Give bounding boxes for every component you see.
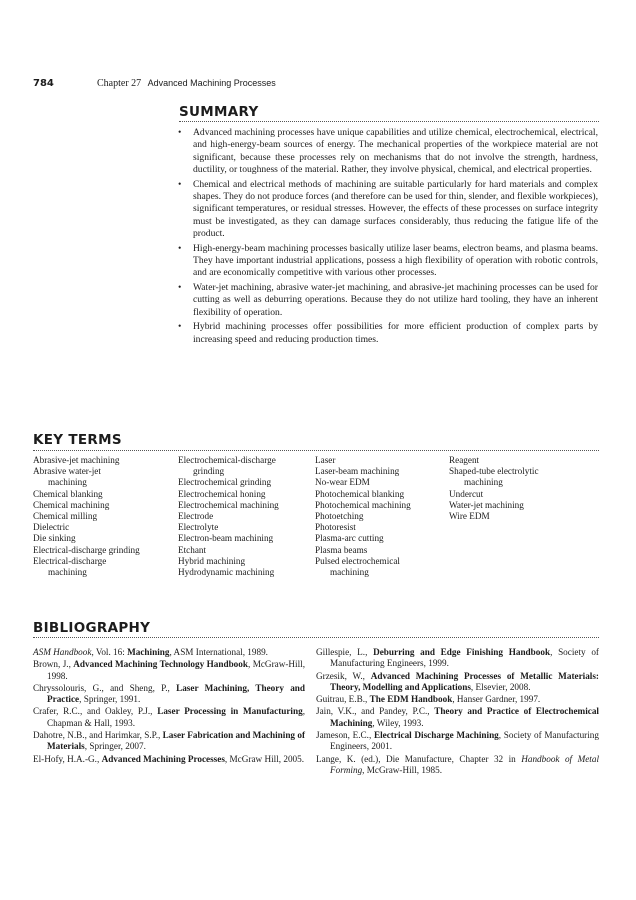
summary-item — [178, 321, 598, 346]
summary-heading: SUMMARY — [179, 104, 259, 120]
entry-text: Brown, J., — [33, 659, 74, 670]
key-term: Electrolyte — [178, 522, 219, 533]
entry-title: Machining — [127, 647, 170, 657]
entry-title: Electrical Discharge Machining — [373, 730, 499, 741]
key-term: Wire EDM — [449, 511, 490, 522]
chapter-title: Advanced Machining Processes — [147, 78, 276, 88]
summary-item — [178, 282, 598, 319]
bullet-icon: • — [178, 321, 182, 333]
key-term: machining — [48, 477, 87, 488]
key-term: Abrasive-jet machining — [33, 455, 120, 465]
entry-title: Advanced Machining Processes — [101, 753, 225, 764]
entry-title: Advanced Machining Processes of Metallic Materials: Theory, Modelling and Applications — [330, 670, 599, 692]
entry-text: , ASM International, 1989. — [169, 647, 268, 657]
bullet-icon: • — [178, 178, 182, 190]
summary-item — [178, 243, 598, 280]
bullet-icon: • — [178, 242, 182, 254]
key-term: Etchant — [178, 544, 207, 555]
entry-text: , Springer, 1991. — [79, 694, 141, 705]
chapter-label — [97, 78, 276, 89]
entry-title: Theory and Practice of Electrochemical Machining — [330, 706, 599, 728]
key-term: machining — [330, 567, 369, 578]
key-term: Plasma beams — [315, 544, 368, 555]
key-terms-divider — [33, 450, 599, 451]
entry-text: , Society of Manufacturing Engineers, 1999. — [330, 647, 599, 669]
key-term: Photochemical machining — [315, 499, 411, 510]
entry-text: El-Hofy, H.A.-G., — [33, 753, 102, 764]
key-terms-column-1 — [33, 455, 140, 578]
entry-text: Gillespie, L., — [316, 647, 374, 657]
bullet-icon: • — [178, 281, 182, 293]
key-term: Chemical machining — [33, 499, 110, 510]
summary-item-text: Advanced machining processes have unique capabilities and utilize chemical, electrochemical, electrical, and high-energy-beam sources of energy. The mechanical properties of the workpiece material are not significant, because these processes rely on mechanisms that do not involve the strength, hardness, ductility, or toughness of the material. Rather, they involve physical, chemical, and electrical properties. — [193, 127, 598, 176]
entry-title: Laser Processing in Manufacturing — [157, 706, 303, 717]
key-term: Laser-beam machining — [315, 466, 400, 477]
key-term: Electron-beam machining — [178, 533, 274, 544]
summary-item — [178, 127, 598, 177]
entry-text: Grzesik, W., — [316, 670, 371, 681]
entry-title: Laser Machining, Theory and Practice — [47, 682, 306, 705]
key-term: Water-jet machining — [449, 499, 524, 510]
entry-text: , Hanser Gardner, 1997. — [452, 694, 541, 705]
bibliography-entry — [33, 683, 305, 706]
bibliography-entry — [316, 694, 599, 705]
key-term: No-wear EDM — [315, 477, 370, 488]
chapter-number: Chapter 27 — [97, 78, 142, 89]
key-terms-column-2 — [178, 455, 279, 578]
key-term: Die sinking — [33, 533, 76, 544]
key-term: Abrasive water-jet — [33, 466, 101, 477]
bullet-icon: • — [178, 127, 182, 138]
entry-italic: ASM Handbook — [33, 647, 92, 657]
bibliography-entry — [316, 671, 599, 694]
bibliography-entry — [316, 706, 599, 729]
key-term: Hydrodynamic machining — [178, 567, 275, 578]
bibliography-column-right — [316, 647, 599, 777]
entry-text: Crafer, R.C., and Oakley, P.J., — [33, 706, 158, 717]
entry-text: , Springer, 2007. — [84, 741, 146, 752]
entry-text: , Vol. 16: — [91, 647, 128, 657]
entry-text: , Elsevier, 2008. — [470, 681, 531, 692]
bibliography-entry — [33, 659, 305, 682]
entry-text: , Chapman & Hall, 1993. — [47, 706, 305, 728]
key-term: Undercut — [449, 488, 484, 499]
entry-text: , Wiley, 1993. — [372, 717, 424, 728]
entry-italic: Handbook of Metal Forming — [330, 753, 600, 775]
entry-text: Lange, K. (ed.), Die Manufacture, Chapter 32 in — [316, 753, 522, 764]
key-term: Electrode — [178, 511, 214, 522]
entry-text: Dahotre, N.B., and Harimkar, S.P., — [33, 730, 163, 741]
key-terms-heading: KEY TERMS — [33, 432, 122, 448]
summary-item — [178, 179, 598, 241]
summary-list — [178, 127, 598, 348]
key-term: Pulsed electrochemical — [315, 555, 400, 566]
running-header — [33, 78, 276, 89]
bibliography-entry — [33, 706, 305, 729]
entry-text: Jameson, E.C., — [316, 730, 374, 741]
entry-text: , McGraw Hill, 2005. — [224, 753, 305, 764]
key-term: Electrochemical grinding — [178, 477, 272, 488]
summary-item-text: High-energy-beam machining processes basically utilize laser beams, electron beams, and plasma beams. They have important industrial applications, possess a high flexibility of operation with robotic controls, and are economically competitive with various other processes. — [193, 242, 598, 279]
entry-text: , Society of Manufacturing Engineers, 2001. — [330, 730, 599, 752]
bibliography-entry — [33, 730, 305, 753]
key-term: Laser — [315, 455, 336, 465]
bibliography-entry — [316, 754, 599, 777]
bibliography-entry — [33, 647, 305, 658]
entry-text: Chryssolouris, G., and Sheng, P., — [33, 682, 177, 693]
entry-title: Advanced Machining Technology Handbook — [73, 659, 248, 670]
key-term: Dielectric — [33, 522, 70, 533]
key-term: Reagent — [449, 455, 480, 465]
key-terms-column-4 — [449, 455, 539, 522]
key-term: machining — [48, 567, 87, 578]
key-term: Chemical milling — [33, 511, 98, 522]
key-term: Electrochemical honing — [178, 488, 266, 499]
key-term: Photochemical blanking — [315, 488, 405, 499]
entry-text: Guitrau, E.B., — [316, 694, 370, 705]
key-term: Hybrid machining — [178, 555, 246, 566]
key-term: Plasma-arc cutting — [315, 533, 384, 544]
key-term: Shaped-tube electrolytic — [449, 466, 539, 477]
key-term: Electrical-discharge grinding — [33, 544, 140, 555]
summary-divider — [179, 121, 599, 122]
key-term: machining — [464, 477, 503, 488]
entry-text: , McGraw-Hill, 1985. — [362, 764, 443, 775]
bibliography-entry — [316, 730, 599, 753]
entry-title: Deburring and Edge Finishing Handbook — [373, 647, 551, 657]
bibliography-column-left — [33, 647, 305, 766]
entry-text: , McGraw-Hill, 1998. — [47, 659, 305, 681]
key-term: Chemical blanking — [33, 488, 103, 499]
key-term: Electrochemical-discharge — [178, 455, 276, 465]
entry-text: Jain, V.K., and Pandey, P.C., — [316, 706, 435, 717]
summary-item-text: Hybrid machining processes offer possibilities for more efficient production of complex parts by increasing speed and reducing production times. — [193, 321, 598, 345]
key-term: Electrochemical machining — [178, 499, 279, 510]
bibliography-entry — [33, 754, 305, 765]
bibliography-entry — [316, 647, 599, 670]
bibliography-heading: BIBLIOGRAPHY — [33, 620, 151, 636]
entry-title: Laser Fabrication and Machining of Materials — [47, 730, 306, 752]
key-term: Photoresist — [315, 522, 356, 533]
page-number: 784 — [33, 78, 54, 89]
key-terms-column-3 — [315, 455, 411, 578]
key-term: Photoetching — [315, 511, 364, 522]
summary-item-text: Chemical and electrical methods of machining are suitable particularly for hard materials and complex shapes. They do not produce forces (and therefore can be used for thin, slender, and flexible workpieces), significant temperatures, or residual stresses. However, the effects of these processes on surface integrity must be investigated, as they can damage surfaces considerably, thus reducing the fatigue life of the product. — [193, 178, 598, 240]
entry-title: The EDM Handbook — [369, 694, 453, 705]
bibliography-divider — [33, 637, 599, 638]
summary-item-text: Water-jet machining, abrasive water-jet machining, and abrasive-jet machining processes can be used for cutting as well as deburring operations. Because they do not utilize hard tooling, they have an inherent flexibility of operation. — [193, 281, 598, 318]
key-term: grinding — [193, 466, 225, 477]
key-term: Electrical-discharge — [33, 555, 107, 566]
